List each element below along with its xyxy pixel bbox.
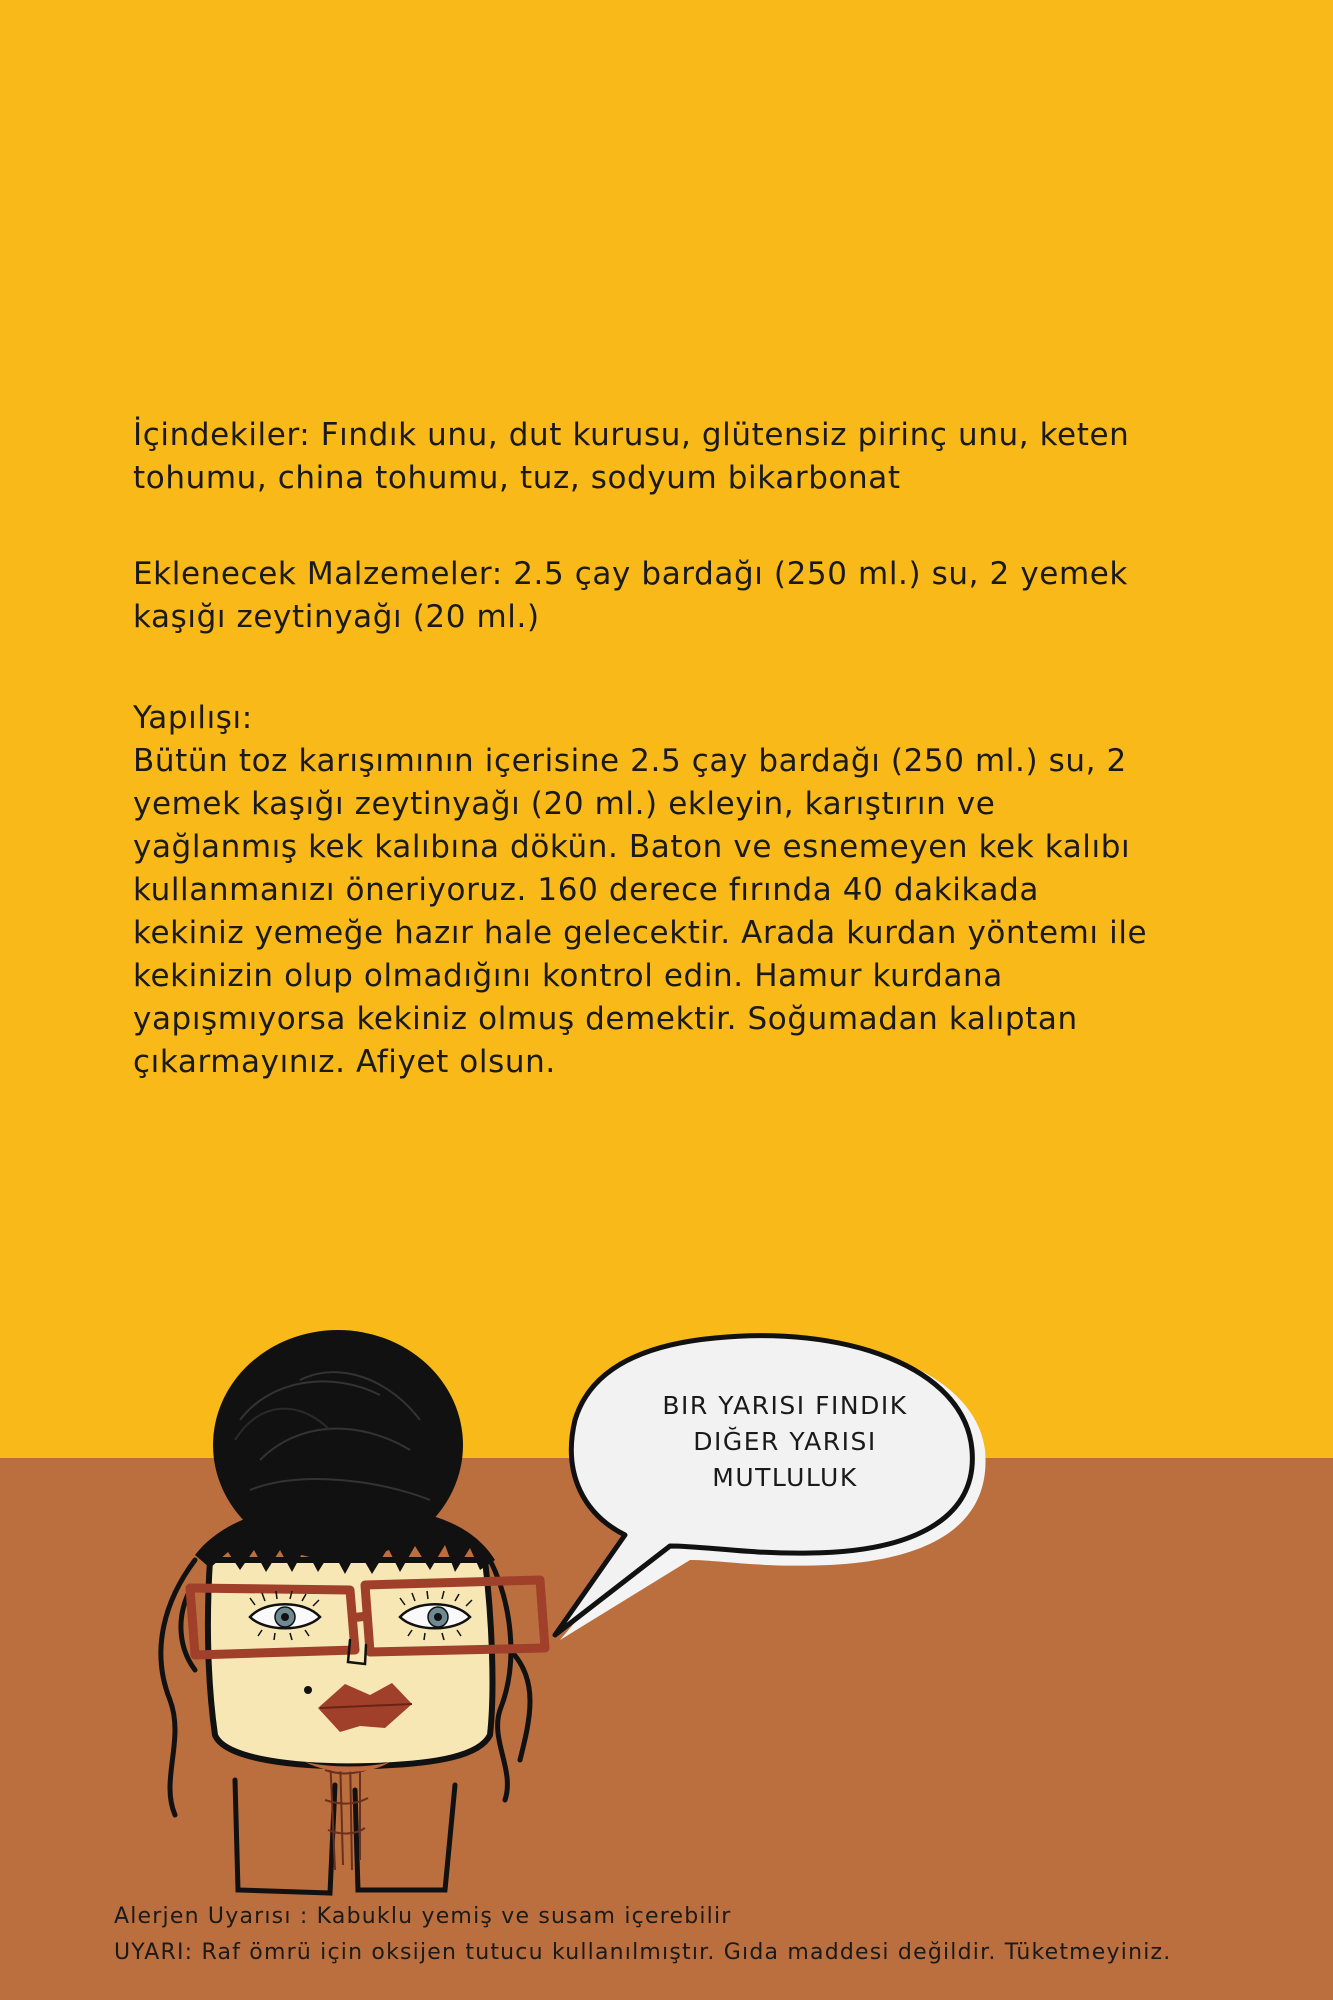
shelf-life-warning: UYARI: Raf ömrü için oksijen tutucu kullanılmıştır. Gıda maddesi değildir. Tüketmeyiniz. — [114, 1940, 1172, 1965]
speech-bubble-line-1: BIR YARISI FINDIK — [662, 1391, 908, 1420]
additions-text: Eklenecek Malzemeler: 2.5 çay bardağı (250 ml.) su, 2 yemek kaşığı zeytinyağı (20 ml.) — [133, 556, 1128, 635]
neck-icon — [235, 1780, 455, 1893]
speech-bubble-line-3: MUTLULUK — [712, 1463, 858, 1492]
method-body: Bütün toz karışımının içerisine 2.5 çay bardağı (250 ml.) su, 2 yemek kaşığı zeytinyağı (20 ml.) ekleyin, karıştırın ve yağlanmış kek kalıbına dökün. Baton ve esnemeyen kek kalıbı kullanmanızı öneriyoruz. 160 derece fırında 40 dakikada kekiniz yemeğe hazır hale gelecektir. Arada kurdan yöntemı ile kekinizin olup olmadığını kontrol edin. Hamur kurdana yapışmıyorsa kekiniz olmuş demektir. Soğumadan kalıptan çıkarmayınız. Afiyet olsun. — [133, 743, 1148, 1080]
speech-bubble-line-2: DIĞER YARISI — [693, 1427, 877, 1456]
speech-bubble-text — [620, 1388, 950, 1496]
method-title: Yapılışı: — [133, 700, 253, 736]
mole-icon — [304, 1686, 312, 1694]
ingredients-text: İçindekiler: Fındık unu, dut kurusu, glütensiz pirinç unu, keten tohumu, china tohumu, tuz, sodyum bikarbonat — [133, 417, 1130, 496]
allergen-warning: Alerjen Uyarısı : Kabuklu yemiş ve susam içerebilir — [114, 1904, 732, 1929]
